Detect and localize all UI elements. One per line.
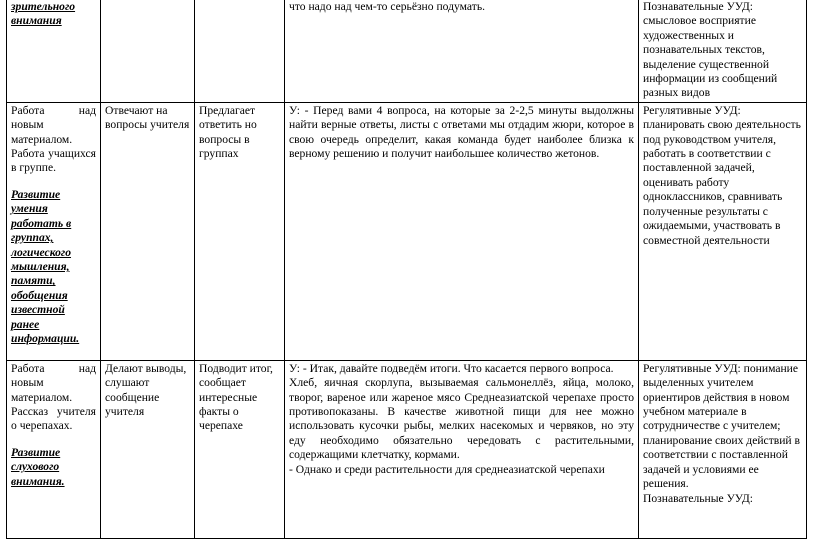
uud-line: смысловое восприятие [643, 14, 756, 28]
students-activity: Отвечают на вопросы учителя [105, 103, 190, 132]
stage-cell [7, 102, 101, 360]
content-paragraph: У: - Итак, давайте подведём итоги. Что касается первого вопроса. [289, 361, 614, 375]
lesson-plan-sheet [6, 0, 806, 539]
uud-cell [639, 102, 807, 360]
students-cell [101, 360, 195, 538]
teacher-cell [195, 0, 285, 102]
stage-goal-line: внимания [11, 14, 62, 28]
content-paragraph: - Однако и среди растительности для среднеазиатской черепахи [289, 462, 605, 476]
stage-cell [7, 360, 101, 538]
uud-cell [639, 0, 807, 102]
table-row [7, 0, 807, 102]
uud-line: познавательных текстов, [643, 43, 765, 57]
teacher-activity: Подводит итог, сообщает интересные факты о черепахе [199, 361, 273, 433]
content-paragraph: что надо над чем-то серьёзно подумать. [289, 0, 486, 13]
stage-title: Работа над новым материалом. Рассказ учителя о черепахах. [11, 361, 96, 433]
uud-text: Регулятивные УУД: понимание выделенных учителем ориентиров действия в новом учебном материале в сотрудничестве с учителем; планирование своих действий в соответствии с поставленной задачей и условиями ее решения. [643, 361, 801, 491]
content-cell [285, 102, 639, 360]
stage-cell [7, 0, 101, 102]
uud-line: информации из сообщений [643, 72, 778, 86]
stage-goal: Развитие умения работать в группах, логического мышления, памяти, обобщения известной ранее информации. [11, 187, 80, 345]
lesson-plan-table [6, 0, 807, 539]
stage-goal: Развитие слухового внимания. [11, 445, 65, 488]
content-cell [285, 360, 639, 538]
uud-line: Познавательные УУД: [643, 0, 753, 13]
uud-line: выделение существенной [643, 57, 770, 71]
teacher-activity: Предлагает ответить но вопросы в группах [199, 103, 257, 161]
students-activity: Делают выводы, слушают сообщение учителя [105, 361, 187, 419]
stage-goal-line: зрительного [11, 0, 76, 13]
uud-cell [639, 360, 807, 538]
content-paragraph: У: - Перед вами 4 вопроса, на которые за 2-2,5 минуты выдолжны найти верные ответы, листы с ответами мы отдадим жюри, которое в свою очередь определит, какая команда будет наиболее близка к верному решению и получит наибольшее количество жетонов. [289, 103, 634, 161]
stage-title: Работа над новым материалом. Работа учащихся в группе. [11, 103, 96, 175]
students-cell [101, 102, 195, 360]
teacher-cell [195, 360, 285, 538]
teacher-cell [195, 102, 285, 360]
uud-line: художественных и [643, 28, 734, 42]
uud-text: Познавательные УУД: [643, 491, 753, 505]
table-row [7, 360, 807, 538]
content-paragraph: Хлеб, яичная скорлупа, вызываемая сальмонеллёз, яйца, молоко, творог, вареное или жареное мясо Среднеазиатской черепахе просто противопоказаны. В качестве животной пищи для нее можно использовать кусочки рыбы, мелких насекомых и червяков, но эту еду необходимо обязательно чередовать с растительными, содержащими клетчатку, кормами. [289, 376, 634, 462]
content-cell [285, 0, 639, 102]
uud-line: разных видов [643, 86, 711, 100]
students-cell [101, 0, 195, 102]
table-row [7, 102, 807, 360]
uud-text: Регулятивные УУД: планировать свою деятельность под руководством учителя, работать в соответствии с поставленной задачей, оценивать работу одноклассников, сравнивать полученные результаты с ожидаемыми, участвовать в совместной деятельности [643, 103, 801, 247]
